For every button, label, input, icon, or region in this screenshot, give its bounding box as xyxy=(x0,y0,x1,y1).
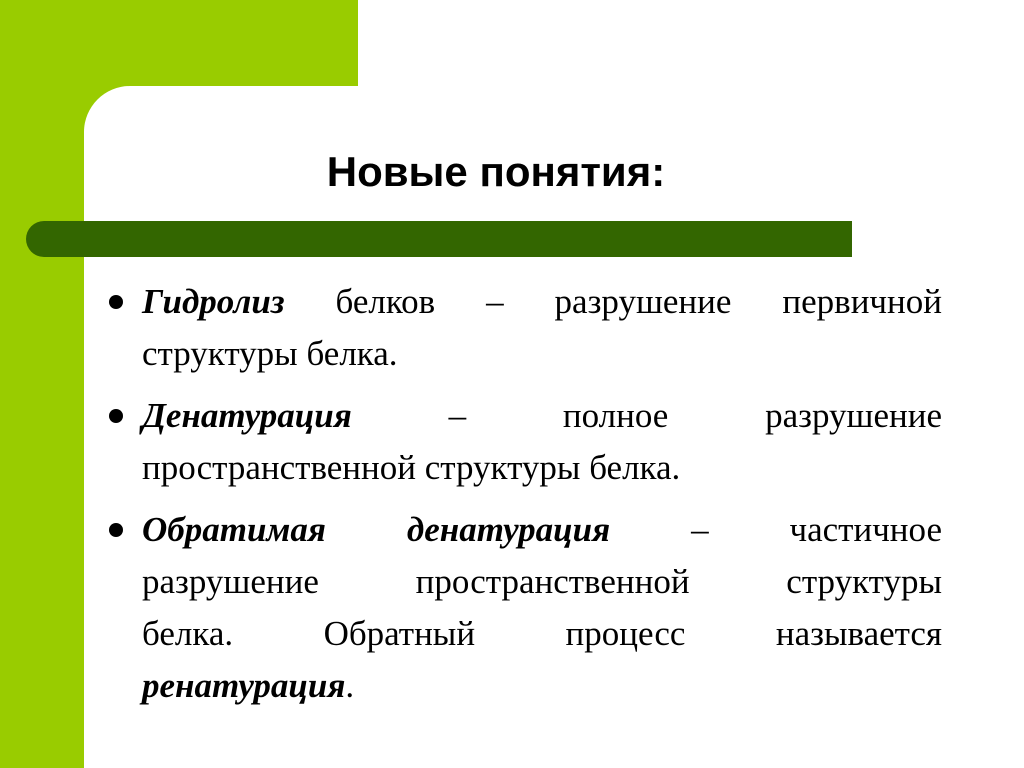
bullet-line: структуры белка. xyxy=(142,334,398,373)
bullet-line: белка. Обратный процесс называется xyxy=(142,614,942,653)
slide-title: Новые понятия: xyxy=(326,148,666,195)
bullet-line xyxy=(142,276,942,328)
bullet-dot-icon xyxy=(109,523,123,537)
bullet-line xyxy=(142,390,942,442)
bullet-line xyxy=(142,504,942,556)
bullet-line xyxy=(142,660,942,712)
term-reversible-denaturation: Обратимая денатурация xyxy=(142,510,611,549)
bullet-list xyxy=(104,276,942,722)
final-punctuation: . xyxy=(345,666,355,705)
term-renaturation: ренатурация xyxy=(142,666,346,705)
bullet-item-reversible-denaturation xyxy=(104,504,942,712)
bullet-line: пространственной структуры белка. xyxy=(142,448,681,487)
definition-text: – частичное xyxy=(691,510,943,549)
term-hydrolysis: Гидролиз xyxy=(142,282,285,321)
bullet-item-denaturation xyxy=(104,390,942,494)
definition-text: белков – разрушение первичной xyxy=(335,282,942,321)
title-underline-bar xyxy=(26,221,852,257)
bullet-line: разрушение пространственной структуры xyxy=(142,562,942,601)
bullet-dot-icon xyxy=(109,295,123,309)
bullet-item-hydrolysis xyxy=(104,276,942,380)
bullet-dot-icon xyxy=(109,409,123,423)
term-denaturation: Денатурация xyxy=(142,396,352,435)
definition-text: – полное разрушение xyxy=(448,396,942,435)
